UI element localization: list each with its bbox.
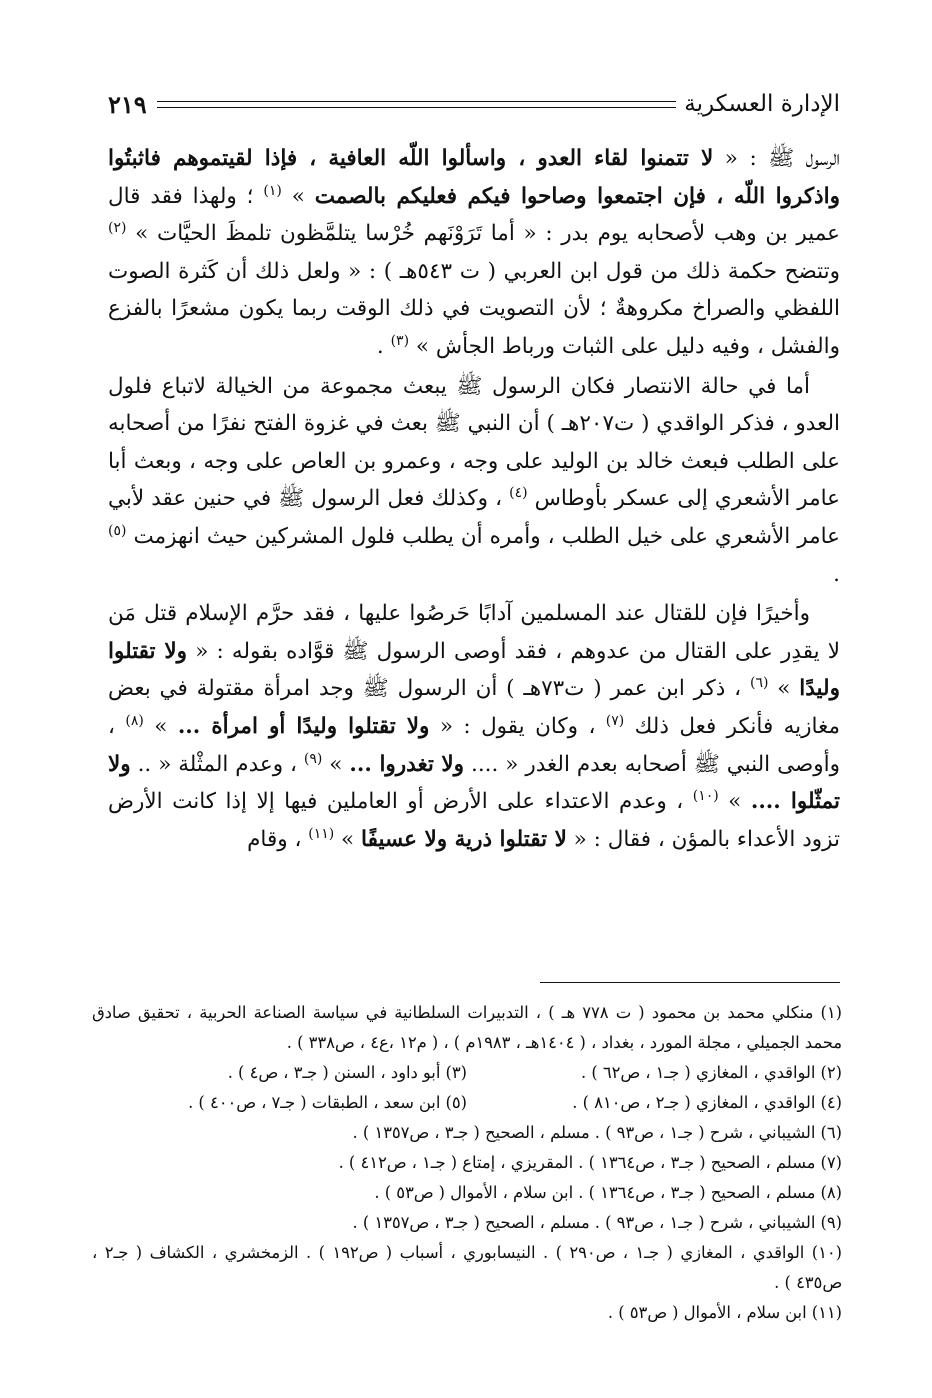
text-run: » (768, 676, 800, 702)
text-run: » (334, 826, 362, 852)
text-run: ، وعدم الاعتداء على الأرض أو العاملين فيها إلا إذا كانت الأرض تزود الأعداء بالمؤن ، فقال : « (108, 789, 840, 852)
text-run: » (322, 751, 350, 777)
header-rule (157, 101, 677, 108)
text-run: ؛ ولهذا فقد قال عمير بن وهب لأصحابه يوم بدر : « أما تَرَوْنَهم خُرْسا يتلمَّظون تلمظَ الحيَّات » (108, 183, 840, 247)
paragraph (108, 368, 840, 594)
footnote: (١) منكلي محمد بن محمود ( ت ٧٧٨ هـ ) ، التدبيرات السلطانية في سياسة الصناعة الحربية ، تحقيق صادق محمد الجميلي ، مجلة المورد ، بغداد ، ( ١٤٠٤هـ ، ١٩٨٣م ) ، ( م١٢ ،ع٤ ، ص٣٣٨ ) . (92, 1003, 842, 1052)
footnote-ref: (١١) (308, 825, 335, 842)
footnote-separator (540, 982, 840, 983)
text-run: وتتضح حكمة ذلك من قول ابن العربي ( ت ٥٤٣هـ ) : « ولعل ذلك أن كَثرة الصوت اللفظي والصراخ مكروهةٌ ؛ لأن التصويت في ذلك الوقت ربما يكون مشعرًا بالفزع والفشل ، وفيه دليل على الثبات ورباط الجأش » (108, 258, 840, 359)
quoted-hadith: ولا تمثّلوا .... (108, 751, 841, 815)
text-run: ، ذكر ابن عمر ( ت٧٣هـ ) أن الرسول ﷺ وجد امرأة مقتولة في بعض مغازيه فأنكر فعل ذلك (108, 676, 840, 739)
text-run: ، وكذلك فعل الرسول ﷺ في حنين عقد لأبي عامر الأشعري على خيل الطلب ، وأمره أن يطلب فلول المشركين حيث انهزمت (108, 486, 840, 549)
text-run: أما في حالة الانتصار فكان الرسول ﷺ يبعث مجموعة من الخيالة لاتباع فلول العدو ، فذكر الواقدي ( ت٢٠٧هـ ) أن النبي ﷺ بعث في غزوة الفتح نفرًا من أصحابه على الطلب فبعث خالد بن الوليد على وجه ، وعمرو بن العاص على وجه ، وبعث أبا عامر الأشعري إلى عسكر بأوطاس (108, 373, 840, 512)
footnote: (٧) مسلم ، الصحيح ( جـ٣ ، ص١٣٦٤ ) . المقريزي ، إمتاع ( جـ١ ، ص٤١٢ ) . (338, 1153, 842, 1172)
footnote-ref: (١) (263, 182, 282, 199)
footnote: (١٠) الواقدي ، المغازي ( جـ١ ، ص٢٩٠ ) . النيسابوري ، أسباب ( ص١٩٢ ) . الزمخشري ، الكشاف ( جـ٢ ، ص٤٣٥ ) . (92, 1243, 842, 1292)
running-header (108, 84, 840, 124)
text-run: . (376, 333, 391, 359)
footnote-ref: (٤) (509, 485, 528, 502)
footnote-ref: (٣) (390, 332, 410, 349)
text-run: وأخيرًا فإن للقتال عند المسلمين آدابًا حَرصُوا عليها ، فقد حرَّم الإسلام قتل مَن لا يقدِر على القتال من عدوهم ، فقد أوصى الرسول ﷺ قوَّاده بقوله : « (108, 601, 840, 664)
page-number: ٢١٩ (108, 89, 147, 119)
main-text (108, 140, 840, 858)
footnote-ref: (٦) (749, 675, 769, 692)
footnote-row (92, 1058, 842, 1088)
footnote: (٣) أبو داود ، السنن ( جـ٣ ، ص٤ ) . (227, 1063, 467, 1082)
footnote-ref: (٨) (125, 712, 144, 729)
text-run: الرسول ﷺ : « (713, 146, 841, 171)
footnote: (٥) ابن سعد ، الطبقات ( جـ٧ ، ص٤٠٠ ) . (188, 1093, 467, 1112)
footnote: (٩) الشيباني ، شرح ( جـ١ ، ص٩٣ ) . مسلم ، الصحيح ( جـ٣ ، ص١٣٥٧ ) . (352, 1213, 842, 1232)
footnote-ref: (٥) (108, 522, 127, 539)
quoted-hadith: لا تتمنوا لقاء العدو ، واسألوا اللّه العافية ، فإذا لقيتموهم فاثبتُوا واذكروا اللّه ، فإن اجتمعوا وصاحوا فيكم فعليكم بالصمت (108, 146, 840, 209)
footnote-ref: (٩) (303, 750, 323, 767)
footnote: (٦) الشيباني ، شرح ( جـ١ ، ص٩٣ ) . مسلم ، الصحيح ( جـ٣ ، ص١٣٥٧ ) . (352, 1123, 842, 1142)
text-run: » (281, 183, 315, 209)
quoted-hadith: ولا تغدروا ... (349, 751, 465, 777)
footnote-ref: (٢) (108, 220, 127, 237)
quoted-hadith: ولا تقتلوا وليدًا أو امرأة ... (177, 713, 430, 739)
text-run: ، وعدم المثْلة « .. (130, 751, 304, 777)
paragraph (108, 595, 840, 858)
footnote-ref: (١٠) (692, 787, 719, 804)
text-run: » (718, 789, 751, 815)
text-run: . (833, 561, 840, 587)
text-run: ، وأوصى النبي ﷺ أصحابه بعدم الغدر « .... (108, 713, 840, 777)
footnote: (٨) مسلم ، الصحيح ( جـ٣ ، ص١٣٦٤ ) . ابن سلام ، الأموال ( ص٥٣ ) . (374, 1183, 842, 1202)
footnotes (92, 998, 842, 1328)
quoted-hadith: لا تقتلوا ذرية ولا عسيفًا (361, 826, 567, 852)
footnote: (٤) الواقدي ، المغازي ( جـ٢ ، ص٨١٠ ) . (572, 1093, 842, 1112)
text-run: ، وكان يقول : « (429, 713, 606, 739)
footnote: (١١) ابن سلام ، الأموال ( ص٥٣ ) . (607, 1303, 842, 1322)
running-title: الإدارة العسكرية (684, 91, 840, 117)
footnote-ref: (٧) (605, 712, 625, 729)
quoted-hadith: ولا تقتلوا وليدًا (108, 638, 840, 702)
footnote: (٢) الواقدي ، المغازي ( جـ١ ، ص٦٢ ) . (580, 1063, 842, 1082)
text-run: ، وقام (247, 826, 309, 852)
footnote-row (92, 1088, 842, 1118)
paragraph (108, 140, 840, 366)
text-run: » (143, 713, 178, 739)
